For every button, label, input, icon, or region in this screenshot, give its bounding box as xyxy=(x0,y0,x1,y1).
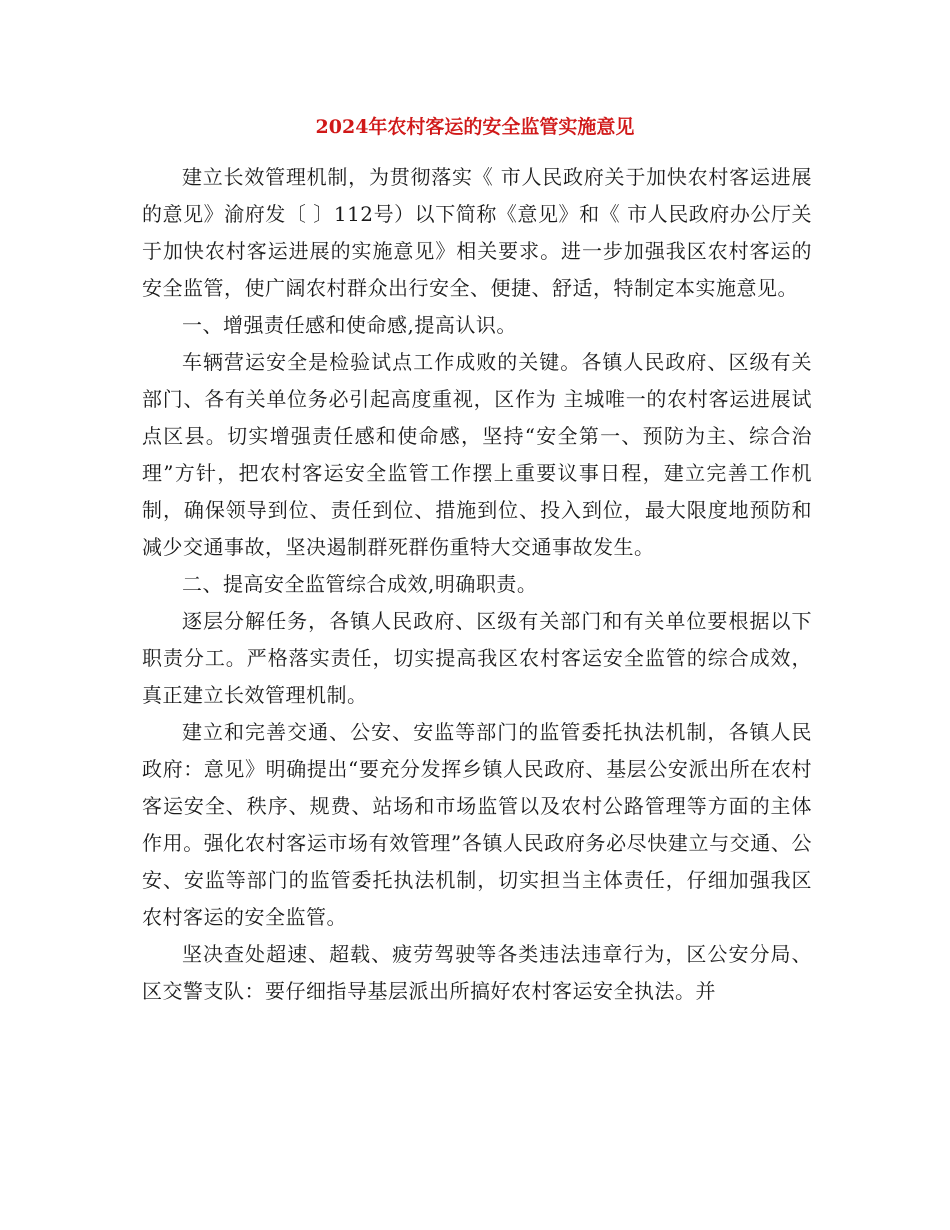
paragraph-enforcement: 坚决查处超速、超载、疲劳驾驶等各类违法违章行为，区公安分局、区交警支队：要仔细指导基层派出所搞好农村客运安全执法。并 xyxy=(142,942,812,1003)
document-title: 2024年农村客运的安全监管实施意见 xyxy=(315,116,635,138)
paragraph-supervision-mechanism: 建立和完善交通、公安、安监等部门的监管委托执法机制，各镇人民政府：意见》明确提出“要充分发挥乡镇人民政府、基层公安派出所在农村客运安全、秩序、规费、站场和市场监管以及农村公路管理等方面的主体作用。强化农村客运市场有效管理”各镇人民政府务必尽快建立与交通、公安、安监等部门的监管委托执法机制，切实担当主体责任，仔细加强我区农村客运的安全监管。 xyxy=(142,720,812,929)
paragraph-section-2: 逐层分解任务，各镇人民政府、区级有关部门和有关单位要根据以下职责分工。严格落实责任，切实提高我区农村客运安全监管的综合成效，真正建立长效管理机制。 xyxy=(142,609,812,707)
paragraph-section-1: 车辆营运安全是检验试点工作成败的关键。各镇人民政府、区级有关部门、各有关单位务必引起高度重视，区作为 主城唯一的农村客运进展试点区县。切实增强责任感和使命感，坚持“安全第一、预防为主、综合治理”方针，把农村客运安全监管工作摆上重要议事日程，建立完善工作机制，确保领导到位、责任到位、措施到位、投入到位，最大限度地预防和减少交通事故，坚决遏制群死群伤重特大交通事故发生。 xyxy=(142,350,812,559)
document-body xyxy=(142,159,812,1010)
section-heading-1: 一、增强责任感和使命感,提高认识。 xyxy=(182,313,517,337)
section-heading-2: 二、提高安全监管综合成效,明确职责。 xyxy=(182,572,538,596)
paragraph-intro: 建立长效管理机制，为贯彻落实《 市人民政府关于加快农村客运进展的意见》渝府发〔 〕112号）以下简称《意见》和《 市人民政府办公厅关于加快农村客运进展的实施意见》相关要求。进一步加强我区农村客运的安全监管，使广阔农村群众出行安全、便捷、舒适，特制定本实施意见。 xyxy=(142,165,812,300)
